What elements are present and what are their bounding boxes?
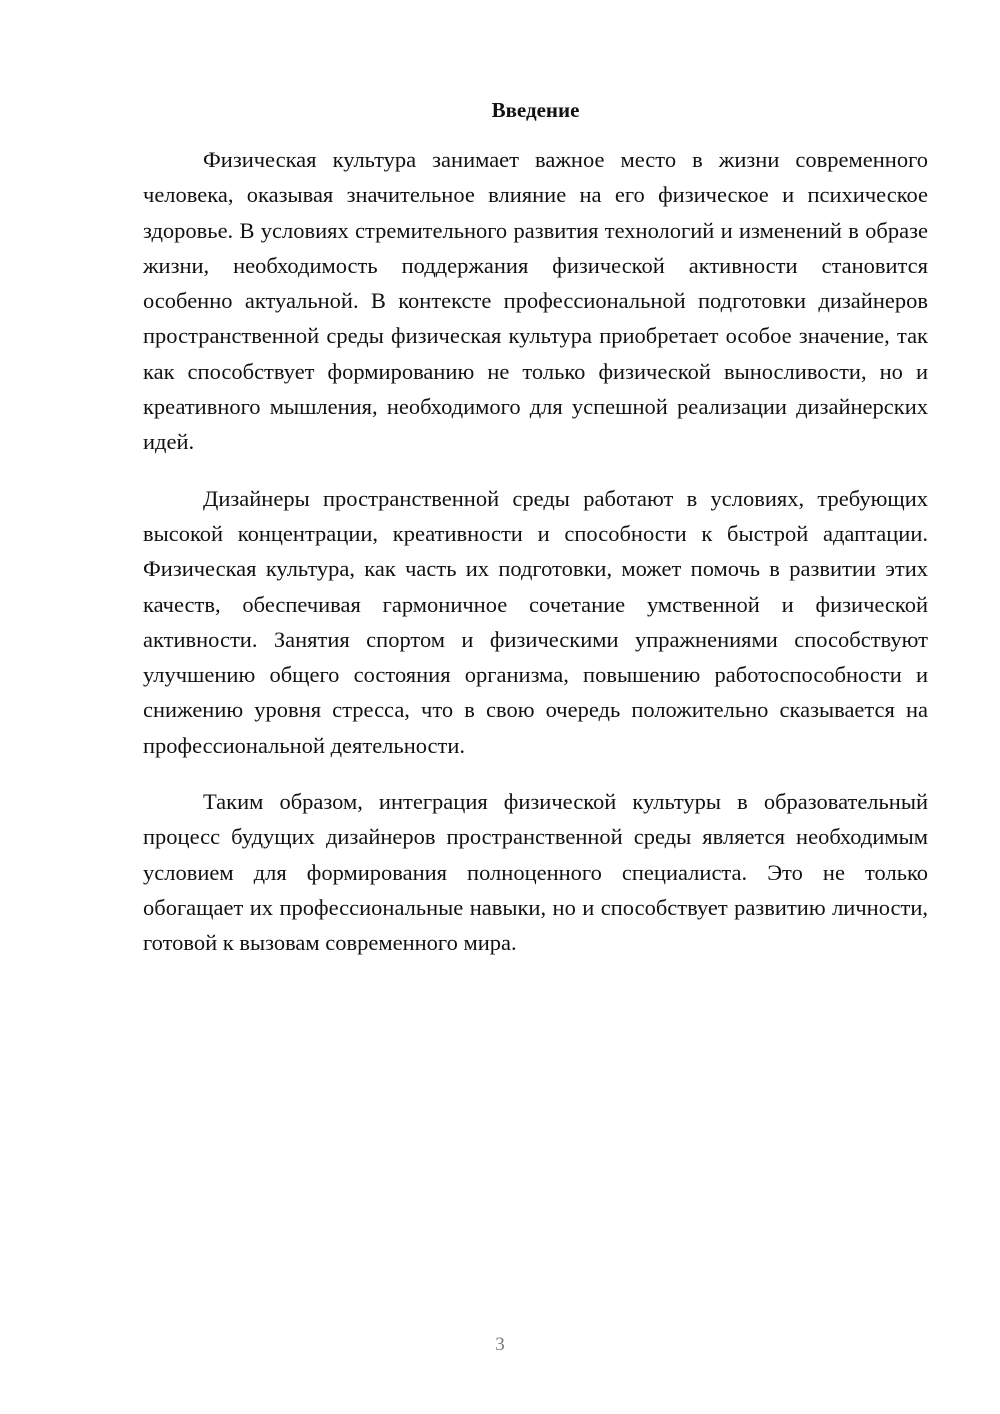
paragraph-2: Дизайнеры пространственной среды работают в условиях, требующих высокой концентрации, креативности и способности к быстрой адаптации. Физическая культура, как часть их подготовки, может помочь в развитии этих качеств, обеспечивая гармоничное сочетание умственной и физической активности. Занятия спортом и физическими упражнениями способствуют улучшению общего состояния организма, повышению работоспособности и снижению уровня стресса, что в свою очередь положительно сказывается на профессиональной деятельности. bbox=[143, 485, 928, 758]
paragraph-1: Физическая культура занимает важное место в жизни современного человека, оказывая значительное влияние на его физическое и психическое здоровье. В условиях стремительного развития технологий и изменений в образе жизни, необходимость поддержания физической активности становится особенно актуальной. В контексте профессиональной подготовки дизайнеров пространственной среды физическая культура приобретает особое значение, так как способствует формированию не только физической выносливости, но и креативного мышления, необходимого для успешной реализации дизайнерских идей. bbox=[143, 147, 928, 455]
page-number: 3 bbox=[495, 1334, 505, 1355]
page-content bbox=[143, 95, 928, 982]
paragraph-3: Таким образом, интеграция физической культуры в образовательный процесс будущих дизайнеров пространственной среды является необходимым условием для формирования полноценного специалиста. Это не только обогащает их профессиональные навыки, но и способствует развитию личности, готовой к вызовам современного мира. bbox=[143, 789, 928, 956]
section-title: Введение bbox=[491, 98, 580, 122]
